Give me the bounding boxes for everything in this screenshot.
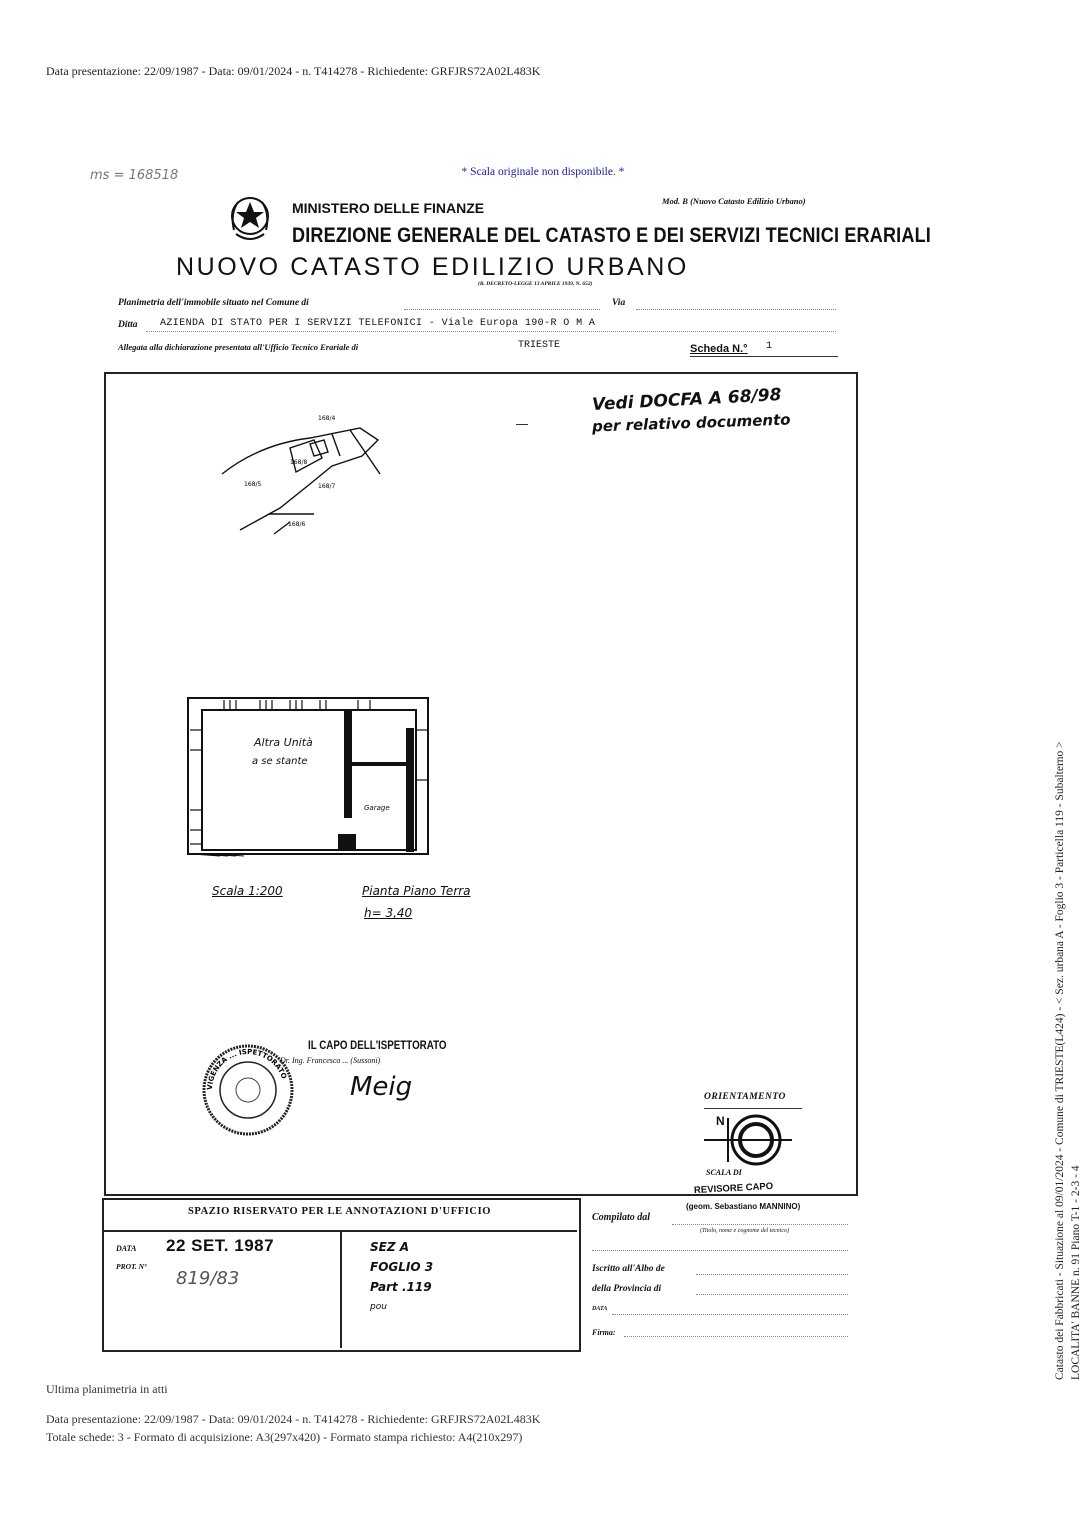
- annotations-divider: [340, 1230, 342, 1348]
- docfa-note-line1: Vedi DOCFA A 68/98: [591, 385, 782, 415]
- compilato-field: [672, 1224, 848, 1225]
- altezza-label: h= 3,40: [364, 906, 413, 920]
- north-label: N: [716, 1114, 725, 1128]
- docfa-note-line2: per relativo documento: [591, 410, 791, 436]
- scheda-value: 1: [766, 341, 773, 352]
- republic-emblem-icon: [226, 190, 274, 246]
- altra-unita-label-2: a se stante: [252, 756, 308, 767]
- comune-field: [404, 309, 600, 310]
- floor-plan: [180, 690, 440, 868]
- compilato-data-field: [612, 1314, 848, 1315]
- annotations-title: SPAZIO RISERVATO PER LE ANNOTAZIONI D'UFFICIO: [187, 1206, 492, 1217]
- annot-part: Part .119: [370, 1280, 432, 1294]
- footer-ultima: Ultima planimetria in atti: [46, 1382, 168, 1396]
- sidebar-line-2: LOCALITA' BANNE n. 91 Piano T-1 - 2-3 - 4: [1070, 1165, 1082, 1380]
- iscritto-label: Iscritto all'Albo de: [592, 1264, 665, 1274]
- ufficio-value: TRIESTE: [518, 340, 561, 351]
- decreto-reference: (R. DECRETO-LEGGE 13 APRILE 1939, N. 652): [478, 281, 593, 287]
- annot-data-value: 22 SET. 1987: [166, 1236, 275, 1255]
- ditta-field: [146, 331, 836, 332]
- map-label-2: 168/8: [290, 459, 308, 466]
- official-stamp-icon: [198, 1040, 298, 1140]
- nuovo-catasto-title: NUOVO CATASTO EDILIZIO URBANO: [176, 253, 689, 281]
- capo-signature: Meig: [350, 1072, 413, 1102]
- garage-label: Garage: [364, 804, 390, 812]
- scala-label: Scala 1:200: [212, 884, 283, 898]
- altra-unita-label-1: Altra Unità: [254, 736, 313, 749]
- footer-line-2: Totale schede: 3 - Formato di acquisizione: A3(297x420) - Formato stampa richiesto: A4(210x297): [46, 1430, 523, 1444]
- provincia-label: della Provincia di: [592, 1284, 662, 1294]
- via-label: Via: [612, 298, 626, 308]
- scala-di-label: SCALA DI: [706, 1168, 742, 1177]
- iscritto-field: [696, 1274, 848, 1275]
- scale-note: * Scala originale non disponibile. *: [461, 166, 625, 178]
- provincia-field: [696, 1294, 848, 1295]
- planimetria-label: Planimetria dell'immobile situato nel Comune di: [118, 298, 309, 308]
- firma-label: Firma:: [592, 1328, 616, 1337]
- compilato-data-label: DATA: [592, 1306, 608, 1312]
- compilato-field-2: [592, 1250, 848, 1251]
- orientamento-label: ORIENTAMENTO: [704, 1092, 786, 1102]
- top-header: Data presentazione: 22/09/1987 - Data: 09/01/2024 - n. T414278 - Richiedente: GRFJRS72A02L483K: [46, 64, 541, 78]
- firma-field: [624, 1336, 848, 1337]
- map-label-3: 168/5: [244, 481, 262, 488]
- annot-prot-value: 819/83: [176, 1268, 240, 1289]
- stamp-ring-text: VIGENZA ... ISPETTORATO: [205, 1047, 289, 1091]
- annot-foglio: FOGLIO 3: [370, 1260, 434, 1274]
- ditta-label: Ditta: [118, 320, 138, 330]
- capo-title: IL CAPO DELL'ISPETTORATO: [308, 1040, 447, 1052]
- annot-pou: pou: [370, 1302, 387, 1312]
- north-arrow-icon: [700, 1110, 800, 1174]
- allegata-label: Allegata alla dichiarazione presentata all'Ufficio Tecnico Erariale di: [118, 342, 359, 352]
- site-map-sketch: [210, 404, 410, 544]
- compilato-sub: (Titolo, nome e cognome del tecnico): [700, 1228, 789, 1234]
- compilato-label: Compilato dal: [592, 1212, 651, 1223]
- mod-label: Mod. B (Nuovo Catasto Edilizio Urbano): [662, 196, 806, 206]
- via-field: [636, 309, 836, 310]
- ministero-title: MINISTERO DELLE FINANZE: [292, 200, 485, 216]
- scheda-underline: [690, 356, 838, 357]
- annot-data-label: DATA: [116, 1244, 137, 1253]
- footer-line-1: Data presentazione: 22/09/1987 - Data: 09/01/2024 - n. T414278 - Richiedente: GRFJRS72A02L483K: [46, 1412, 541, 1426]
- scheda-label: Scheda N.°: [690, 343, 748, 355]
- annot-sez: SEZ A: [370, 1240, 410, 1254]
- revisore-stamp: REVISORE CAPO: [693, 1180, 774, 1197]
- handwritten-top-note: ms = 168518: [90, 168, 179, 183]
- ditta-value: AZIENDA DI STATO PER I SERVIZI TELEFONICI - Viale Europa 190-R O M A: [160, 318, 596, 329]
- map-label-1: 168/4: [318, 415, 336, 422]
- sidebar-cadastral-info: [1052, 741, 1084, 1380]
- orientamento-underline: [704, 1108, 802, 1109]
- map-label-4: 168/7: [318, 483, 336, 490]
- direzione-title: DIREZIONE GENERALE DEL CATASTO E DEI SERVIZI TECNICI ERARIALI: [292, 224, 931, 247]
- capo-name: Dr. Ing. Francesco ... (Sussoni): [280, 1056, 381, 1065]
- dash-mark: [516, 424, 528, 425]
- compilato-value: (geom. Sebastiano MANNINO): [686, 1202, 801, 1211]
- annot-prot-label: PROT. N°: [116, 1262, 148, 1271]
- sidebar-line-1: Catasto dei Fabbricati - Situazione al 09/01/2024 - Comune di TRIESTE(L424) - < Sez. urbana A - Foglio 3 - Particella 119 - Subalterno >: [1054, 741, 1066, 1380]
- map-label-5: 168/6: [288, 521, 306, 528]
- pianta-label: Pianta Piano Terra: [362, 884, 471, 898]
